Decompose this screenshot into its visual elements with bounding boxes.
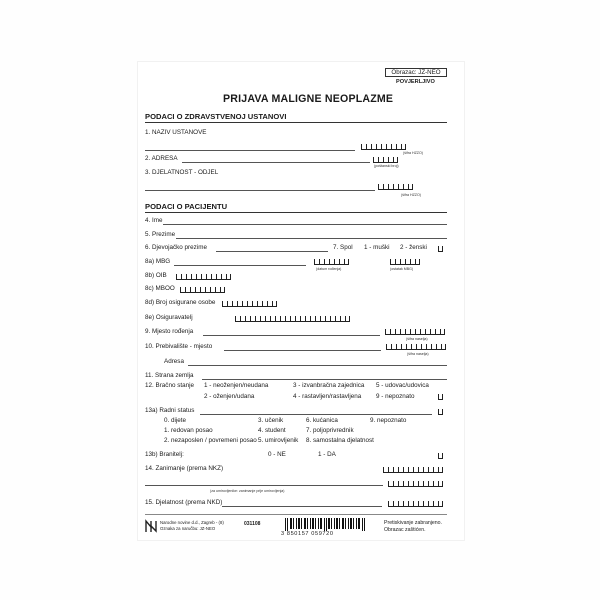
insured-number-label: 8d) Broj osigurane osobe <box>145 299 216 306</box>
insurer-label: 8e) Osiguravatelj <box>145 314 193 321</box>
employment-option-9: 9. nepoznato <box>370 417 407 424</box>
employment-option-2: 2. nezaposlen / povremeni posao <box>164 437 257 444</box>
last-name-label: 5. Prezime <box>145 231 176 238</box>
postal-code-hint: (poštanski broj) <box>374 164 399 168</box>
maiden-name-field[interactable] <box>216 251 328 252</box>
veteran-yes-option: 1 - DA <box>318 451 336 458</box>
employment-option-3: 3. učenik <box>258 417 284 424</box>
employment-status-field[interactable] <box>200 414 432 415</box>
insurer-boxes[interactable] <box>235 316 350 322</box>
divider <box>145 122 447 123</box>
barcode-number: 3 850157 059720 <box>281 531 334 537</box>
mboo-label: 8c) MBOO <box>145 285 175 292</box>
residence-field[interactable] <box>224 350 381 351</box>
mbg-name-field[interactable] <box>174 265 306 266</box>
insured-number-boxes[interactable] <box>222 301 277 307</box>
foreign-country-field[interactable] <box>202 379 447 380</box>
marital-option-5: 5 - udovac/udovica <box>376 382 429 389</box>
occupation-hint: (za umirovljenike: zanimanje prije umirovljenja) <box>210 489 285 493</box>
birthplace-code-hint: (šifra naselja) <box>406 337 428 341</box>
marital-option-3: 3 - izvanbračna zajednica <box>293 382 365 389</box>
veteran-box[interactable] <box>438 453 443 459</box>
institution-code-hint: (šifra HZZO) <box>403 151 423 155</box>
street-address-field[interactable] <box>188 365 447 366</box>
publisher-logo <box>145 519 157 533</box>
oib-label: 8b) OIB <box>145 272 167 279</box>
employment-status-label: 13a) Radni status <box>145 407 195 414</box>
first-name-field[interactable] <box>163 224 447 225</box>
employment-option-5: 5. umirovljenik <box>258 437 299 444</box>
employment-option-6: 6. kućanica <box>306 417 338 424</box>
section-institution-heading: PODACI O ZDRAVSTVENOJ USTANOVI <box>145 112 287 121</box>
address-label: 2. ADRESA <box>145 155 178 162</box>
birthplace-code-boxes[interactable] <box>385 329 445 335</box>
sex-box[interactable] <box>438 246 443 252</box>
last-name-field[interactable] <box>176 238 447 239</box>
department-field[interactable] <box>145 190 375 191</box>
mbg-birthdate-boxes[interactable] <box>314 259 349 265</box>
section-patient-heading: PODACI O PACIJENTU <box>145 202 228 211</box>
birthplace-field[interactable] <box>203 335 380 336</box>
footer-divider <box>145 514 447 515</box>
occupation-code-boxes[interactable] <box>383 467 443 473</box>
postal-code-boxes[interactable] <box>373 157 398 163</box>
marital-option-2: 2 - oženjen/udana <box>204 393 255 400</box>
occupation-code-boxes-2[interactable] <box>388 481 443 487</box>
employment-option-0: 0. dijete <box>164 417 187 424</box>
employment-option-7: 7. poljoprivrednik <box>306 427 354 434</box>
occupation-label: 14. Zanimanje (prema NKZ) <box>145 465 224 472</box>
confidential-label: POVJERLJIVO <box>396 79 435 85</box>
sex-label: 7. Spol <box>333 244 353 251</box>
form-code: Obrazac: JZ-NEO <box>391 69 441 76</box>
activity-label: 15. Djelatnost (prema NKD) <box>145 499 223 506</box>
department-code-boxes[interactable] <box>378 184 413 190</box>
maiden-name-label: 6. Djevojačko prezime <box>145 244 207 251</box>
employment-status-box[interactable] <box>438 409 443 415</box>
birthplace-label: 9. Mjesto rođenja <box>145 328 194 335</box>
mbg-rest-hint: (ostatak MBG) <box>390 267 414 271</box>
employment-option-8: 8. samostalna djelatnost <box>306 437 374 444</box>
activity-field[interactable] <box>222 506 382 507</box>
oib-boxes[interactable] <box>176 274 231 280</box>
publisher-line-2: Oznaka za naručbu: JZ-NEO <box>160 526 216 531</box>
residence-code-boxes[interactable] <box>386 344 446 350</box>
protected-notice: Obrazac zaštićen. <box>384 527 426 533</box>
address-field[interactable] <box>182 162 370 163</box>
first-name-label: 4. Ime <box>145 217 163 224</box>
activity-code-boxes[interactable] <box>388 501 443 507</box>
street-address-label: Adresa <box>164 358 184 365</box>
institution-name-field[interactable] <box>145 150 355 151</box>
form-page <box>138 62 464 540</box>
publisher-line-1: Narodne novine d.d., Zagreb - (8) <box>160 520 224 525</box>
mbg-rest-boxes[interactable] <box>390 259 420 265</box>
form-code-number: 031108 <box>244 521 261 527</box>
foreign-country-label: 11. Strana zemlja <box>145 372 194 379</box>
employment-option-1: 1. redovan posao <box>164 427 213 434</box>
sex-male-option: 1 - muški <box>364 244 390 251</box>
department-code-hint: (šifra HZZO) <box>401 193 421 197</box>
form-code-box <box>385 68 447 77</box>
institution-name-label: 1. NAZIV USTANOVE <box>145 129 207 136</box>
marital-status-label: 12. Bračno stanje <box>145 382 195 389</box>
mbg-label: 8a) MBG <box>145 258 171 265</box>
reprint-notice: Pretiskivanje zabranjeno. <box>384 520 442 526</box>
occupation-field[interactable] <box>145 485 383 486</box>
residence-label: 10. Prebivalište - mjesto <box>145 343 213 350</box>
mboo-boxes[interactable] <box>180 287 225 293</box>
divider <box>145 212 447 213</box>
residence-code-hint: (šifra naselja) <box>407 352 429 356</box>
employment-option-4: 4. student <box>258 427 286 434</box>
veteran-no-option: 0 - NE <box>268 451 286 458</box>
department-label: 3. DJELATNOST - ODJEL <box>145 169 219 176</box>
marital-option-9: 9 - nepoznato <box>376 393 415 400</box>
veteran-label: 13b) Branitelj: <box>145 451 184 458</box>
marital-status-box[interactable] <box>438 394 443 400</box>
sex-female-option: 2 - ženski <box>400 244 427 251</box>
barcode <box>285 518 367 531</box>
marital-option-1: 1 - neoženjen/neudana <box>204 382 269 389</box>
marital-option-4: 4 - rastavljen/rastavljena <box>293 393 362 400</box>
form-title: PRIJAVA MALIGNE NEOPLAZME <box>223 93 394 105</box>
mbg-birthdate-hint: (datum rođenja) <box>316 267 342 271</box>
institution-code-boxes[interactable] <box>361 144 406 150</box>
